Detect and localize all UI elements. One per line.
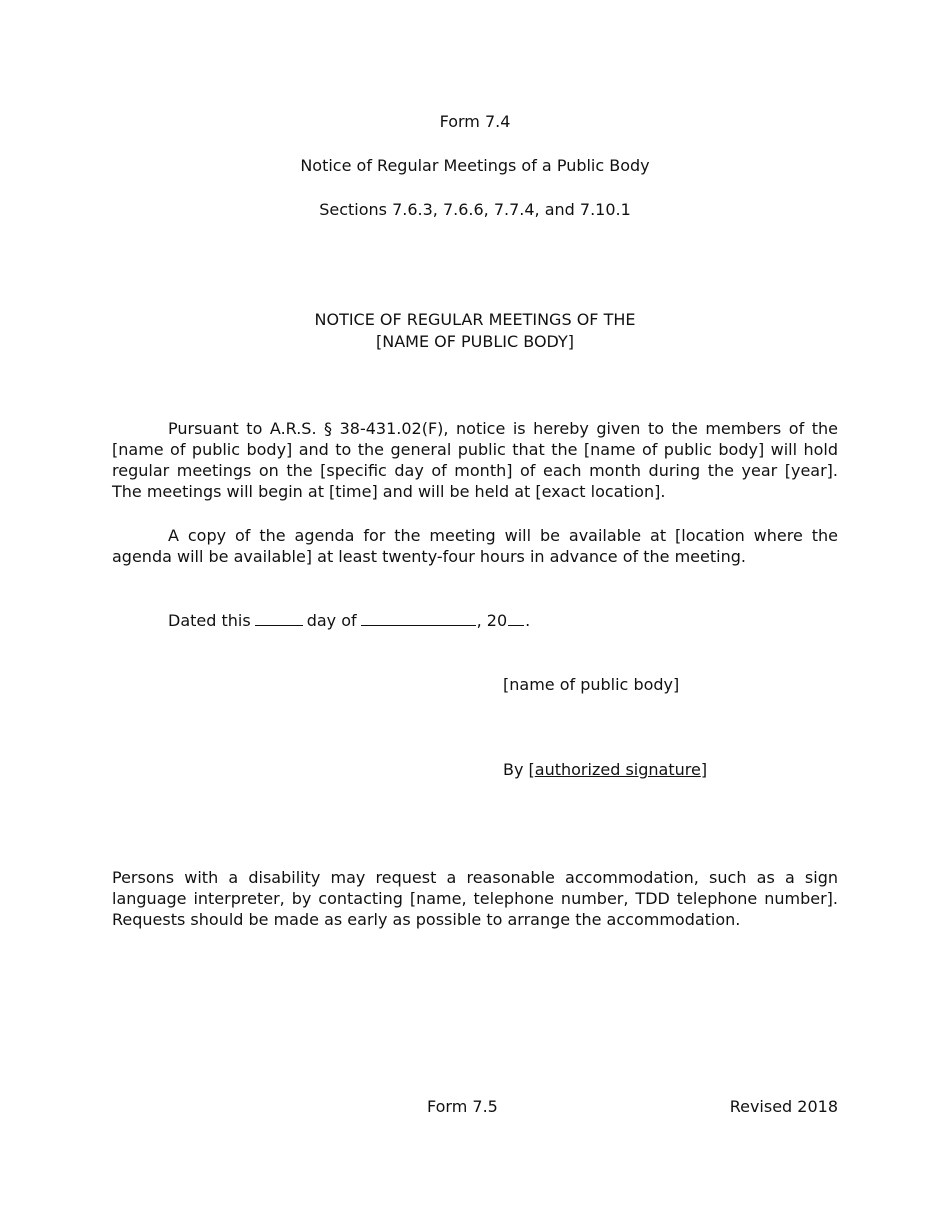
authorized-signature: authorized signature [534,760,701,779]
footer-form-number: Form 7.5 [427,1097,498,1116]
dated-line [168,609,530,632]
footer-revised: Revised 2018 [729,1097,838,1116]
notice-heading-line1: NOTICE OF REGULAR MEETINGS OF THE [314,310,636,329]
form-number-header: Form 7.4 [439,112,511,131]
public-body-name: [name of public body] [503,675,680,694]
signature-line [503,759,707,781]
day-blank[interactable] [255,609,303,626]
dated-period: . [525,611,531,630]
notice-paragraph-1-text: Pursuant to A.R.S. § 38-431.02(F), notice is hereby given to the members of the [name of public body] and to the general public that the [name of public body] will hold regular meetings on the [specific day of month] of each month during the year [year]. The meetings will begin at [time] and will be held at [exact location]. [112,419,838,501]
day-of-label: day of [306,611,357,630]
form-title: Notice of Regular Meetings of a Public Body [300,156,650,175]
notice-heading-line2: [NAME OF PUBLIC BODY] [375,332,574,351]
year-blank[interactable] [508,609,524,626]
signature-close-bracket: ] [700,760,708,779]
disability-notice: Persons with a disability may request a reasonable accommodation, such as a sign language interpreter, by contacting [name, telephone number, TDD telephone number]. Requests should be made as early as possible to arrange the accommodation. [112,868,838,929]
year-prefix: , 20 [476,611,508,630]
notice-paragraph-1 [112,418,838,502]
notice-paragraph-2-text: A copy of the agenda for the meeting will be available at [location where the agenda will be available] at least twenty-four hours in advance of the meeting. [112,526,838,566]
month-blank[interactable] [361,609,476,626]
by-label: By [ [503,760,535,779]
dated-prefix: Dated this [168,611,251,630]
notice-paragraph-2 [112,525,838,567]
sections-reference: Sections 7.6.3, 7.6.6, 7.7.4, and 7.10.1 [319,200,631,219]
